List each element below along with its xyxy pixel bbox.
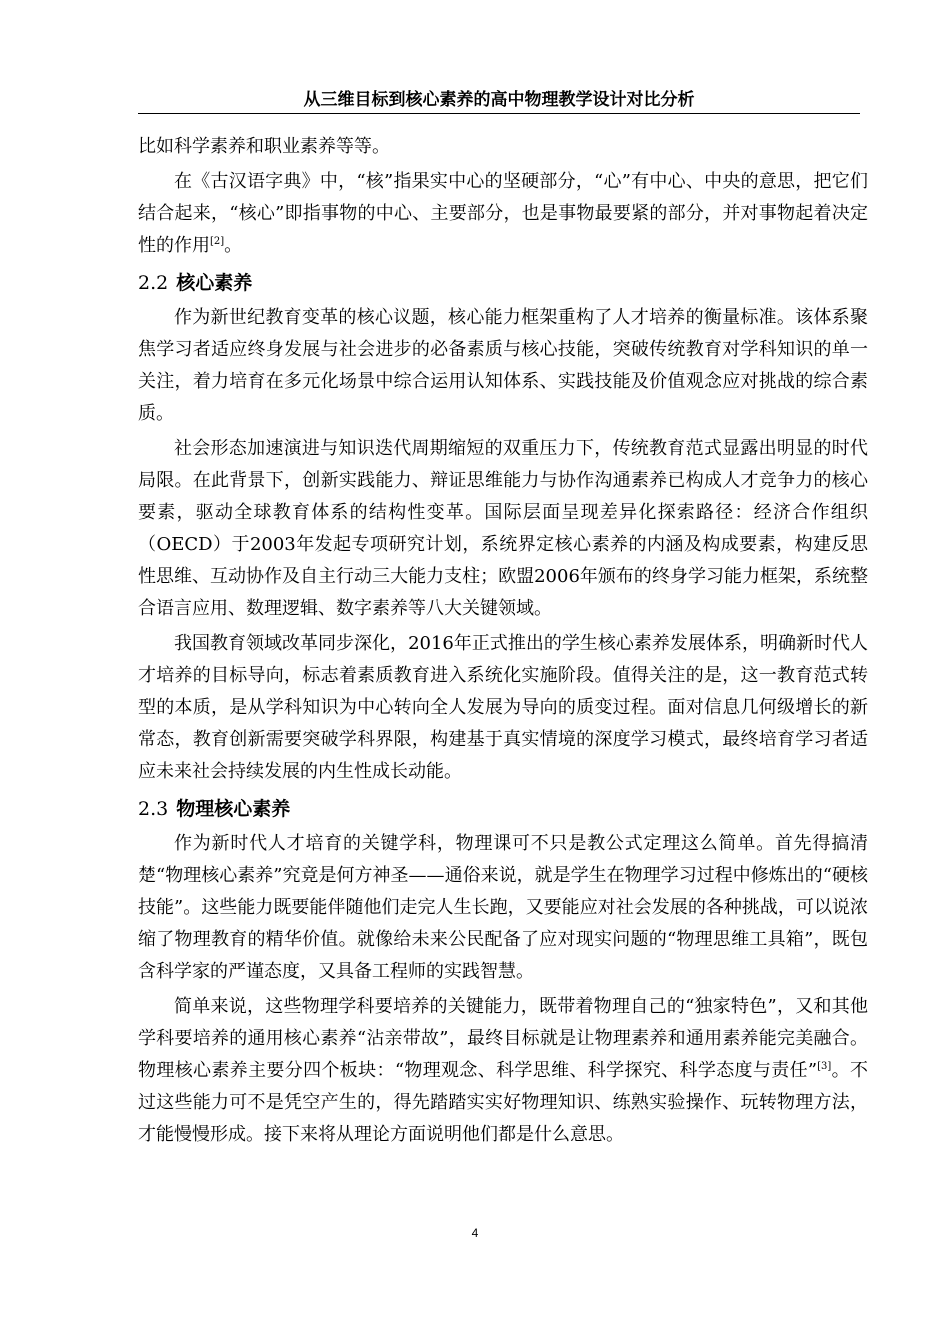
- paragraph-physics-core-literacy: [138, 991, 868, 1151]
- page-number: 4: [471, 1226, 479, 1240]
- paragraph-text-end: 。不过这些能力可不是凭空产生的，得先踏踏实实好物理知识、练熟实验操作、玩转物理方法，才能慢慢形成。接下来将从理论方面说明他们都是什么意思。: [138, 1060, 869, 1145]
- running-header-title: 从三维目标到核心素养的高中物理教学设计对比分析: [138, 88, 860, 114]
- paragraph-text: 在《古汉语字典》中，“核”指果实中心的坚硬部分，“心”有中心、中央的意思，把它们结合起来，“核心”即指事物的中心、主要部分，也是事物最要紧的部分，并对事物起着决定性的作用: [138, 171, 868, 256]
- section-heading-2-3: [138, 794, 868, 824]
- paragraph: 社会形态加速演进与知识迭代周期缩短的双重压力下，传统教育范式显露出明显的时代局限。在此背景下，创新实践能力、辩证思维能力与协作沟通素养已构成人才竞争力的核心要素，驱动全球教育体系的结构性变革。国际层面呈现差异化探索路径：经济合作组织（OECD）于2003年发起专项研究计划，系统界定核心素养的内涵及构成要素，构建反思性思维、互动协作及自主行动三大能力支柱；欧盟2006年颁布的终身学习能力框架，系统整合语言应用、数理逻辑、数字素养等八大关键领域。: [138, 438, 868, 619]
- paragraph: 作为新世纪教育变革的核心议题，核心能力框架重构了人才培养的衡量标准。该体系聚焦学习者适应终身发展与社会进步的必备素质与核心技能，突破传统教育对学科知识的单一关注，着力培育在多元化场景中综合运用认知体系、实践技能及价值观念应对挑战的综合素质。: [138, 307, 868, 424]
- paragraph: 作为新时代人才培育的关键学科，物理课可不只是教公式定理这么简单。首先得搞清楚“物理核心素养”究竟是何方神圣——通俗来说，就是学生在物理学习过程中修炼出的“硬核技能”。这些能力既要能伴随他们走完人生长跑，又要能应对社会发展的各种挑战，可以说浓缩了物理教育的精华价值。就像给未来公民配备了应对现实问题的“物理思维工具箱”，既包含科学家的严谨态度，又具备工程师的实践智慧。: [138, 833, 868, 982]
- section-heading-2-2: [138, 268, 868, 298]
- continued-paragraph: 比如科学素养和职业素养等等。: [138, 136, 390, 157]
- paragraph: 我国教育领域改革同步深化，2016年正式推出的学生核心素养发展体系，明确新时代人才培养的目标导向，标志着素质教育进入系统化实施阶段。值得关注的是，这一教育范式转型的本质，是从学科知识为中心转向全人发展为导向的质变过程。面对信息几何级增长的新常态，教育创新需要突破学科界限，构建基于真实情境的深度学习模式，最终培育学习者适应未来社会持续发展的内生性成长动能。: [138, 633, 868, 782]
- section-title: 物理核心素养: [176, 798, 291, 820]
- citation-ref: [3]: [817, 1061, 832, 1072]
- section-number: 2.2: [138, 272, 169, 294]
- citation-ref: [2]: [210, 236, 225, 247]
- paragraph-text-end: 。: [224, 235, 243, 256]
- paragraph-dictionary-definition: [138, 166, 868, 262]
- section-number: 2.3: [138, 798, 169, 820]
- paragraph-text: 简单来说，这些物理学科要培养的关键能力，既带着物理自己的“独家特色”，又和其他学科要培养的通用核心素养“沾亲带故”，最终目标就是让物理素养和通用素养能完美融合。物理核心素养主要分四个板块：“物理观念、科学思维、科学探究、科学态度与责任”: [138, 996, 868, 1081]
- document-body: [138, 131, 868, 1154]
- section-title: 核心素养: [176, 272, 253, 294]
